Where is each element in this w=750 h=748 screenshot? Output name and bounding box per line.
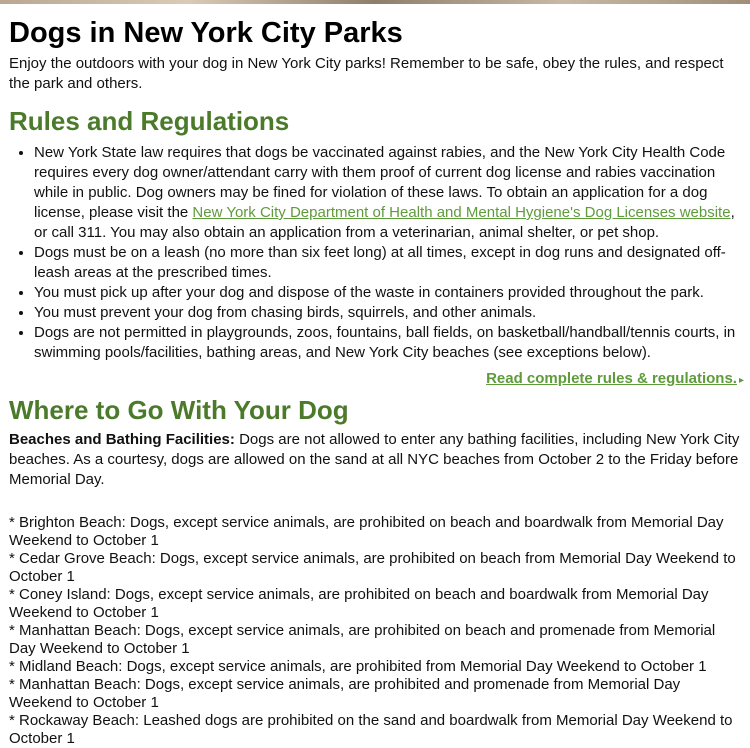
beach-item: * Brighton Beach: Dogs, except service animals, are prohibited on beach and boardwalk from Memorial Day Weekend to October 1 <box>9 514 724 549</box>
read-complete-rules-link[interactable]: Read complete rules & regulations. <box>486 370 737 387</box>
beach-item: * Cedar Grove Beach: Dogs, except service animals, are prohibited on beach from Memorial Day Weekend to October 1 <box>9 550 736 585</box>
rule-1-text-after: , or call 311. You may also obtain an application from a veterinarian, animal shelter, or pet shop. <box>34 204 735 241</box>
page-title: Dogs in New York City Parks <box>9 17 403 49</box>
rule-item-pickup: • You must pick up after your dog and dispose of the waste in containers provided throughout the park. <box>34 283 744 303</box>
rule-item-vaccination <box>34 143 744 243</box>
beach-item: * Rockaway Beach: Leashed dogs are prohibited on the sand and boardwalk from Memorial Day Weekend to October 1 <box>9 712 733 747</box>
where-heading: Where to Go With Your Dog <box>9 395 349 425</box>
rule-item-restricted-areas: • Dogs are not permitted in playgrounds, zoos, fountains, ball fields, on basketball/handball/tennis courts, in swimming pools/facilities, bathing areas, and New York City beaches (see exceptions below). <box>34 323 744 363</box>
beach-item: * Coney Island: Dogs, except service animals, are prohibited on beach and boardwalk from Memorial Day Weekend to October 1 <box>9 586 709 621</box>
main-content <box>9 16 744 748</box>
beach-item: * Midland Beach: Dogs, except service animals, are prohibited from Memorial Day Weekend to October 1 <box>9 658 707 675</box>
read-more-row <box>9 369 744 391</box>
beaches-text: Dogs are not allowed to enter any bathing facilities, including New York City beaches. As a courtesy, dogs are allowed on the sand at all NYC beaches from October 2 to the Friday before Memorial Day. <box>9 431 740 488</box>
beaches-label: Beaches and Bathing Facilities: <box>9 431 235 448</box>
rules-heading: Rules and Regulations <box>9 106 290 136</box>
beach-list <box>9 514 744 748</box>
rules-list <box>9 143 744 363</box>
rule-item-leash: • Dogs must be on a leash (no more than six feet long) at all times, except in dog runs and designated off-leash areas at the prescribed times. <box>34 243 744 283</box>
beaches-paragraph <box>9 430 744 490</box>
dog-license-link[interactable]: New York City Department of Health and Mental Hygiene's Dog Licenses website <box>192 204 731 221</box>
spacer <box>9 490 744 510</box>
beach-item: * Manhattan Beach: Dogs, except service animals, are prohibited and promenade from Memorial Day Weekend to October 1 <box>9 676 681 711</box>
arrow-right-icon: ▸ <box>738 375 744 386</box>
rule-item-chasing: • You must prevent your dog from chasing birds, squirrels, and other animals. <box>34 303 744 323</box>
header-image-strip <box>0 0 750 4</box>
rule-1-text-before: New York State law requires that dogs be vaccinated against rabies, and the New York City Health Code requires every dog owner/attendant carry with them proof of current dog license and rabies vaccination while in public. Dog owners may be fined for violation of these laws. To obtain an application for a dog license, please visit the <box>34 144 726 221</box>
intro-text: Enjoy the outdoors with your dog in New York City parks! Remember to be safe, obey the rules, and respect the park and others. <box>9 55 724 92</box>
beach-item: * Manhattan Beach: Dogs, except service animals, are prohibited on beach and promenade from Memorial Day Weekend to October 1 <box>9 622 716 657</box>
